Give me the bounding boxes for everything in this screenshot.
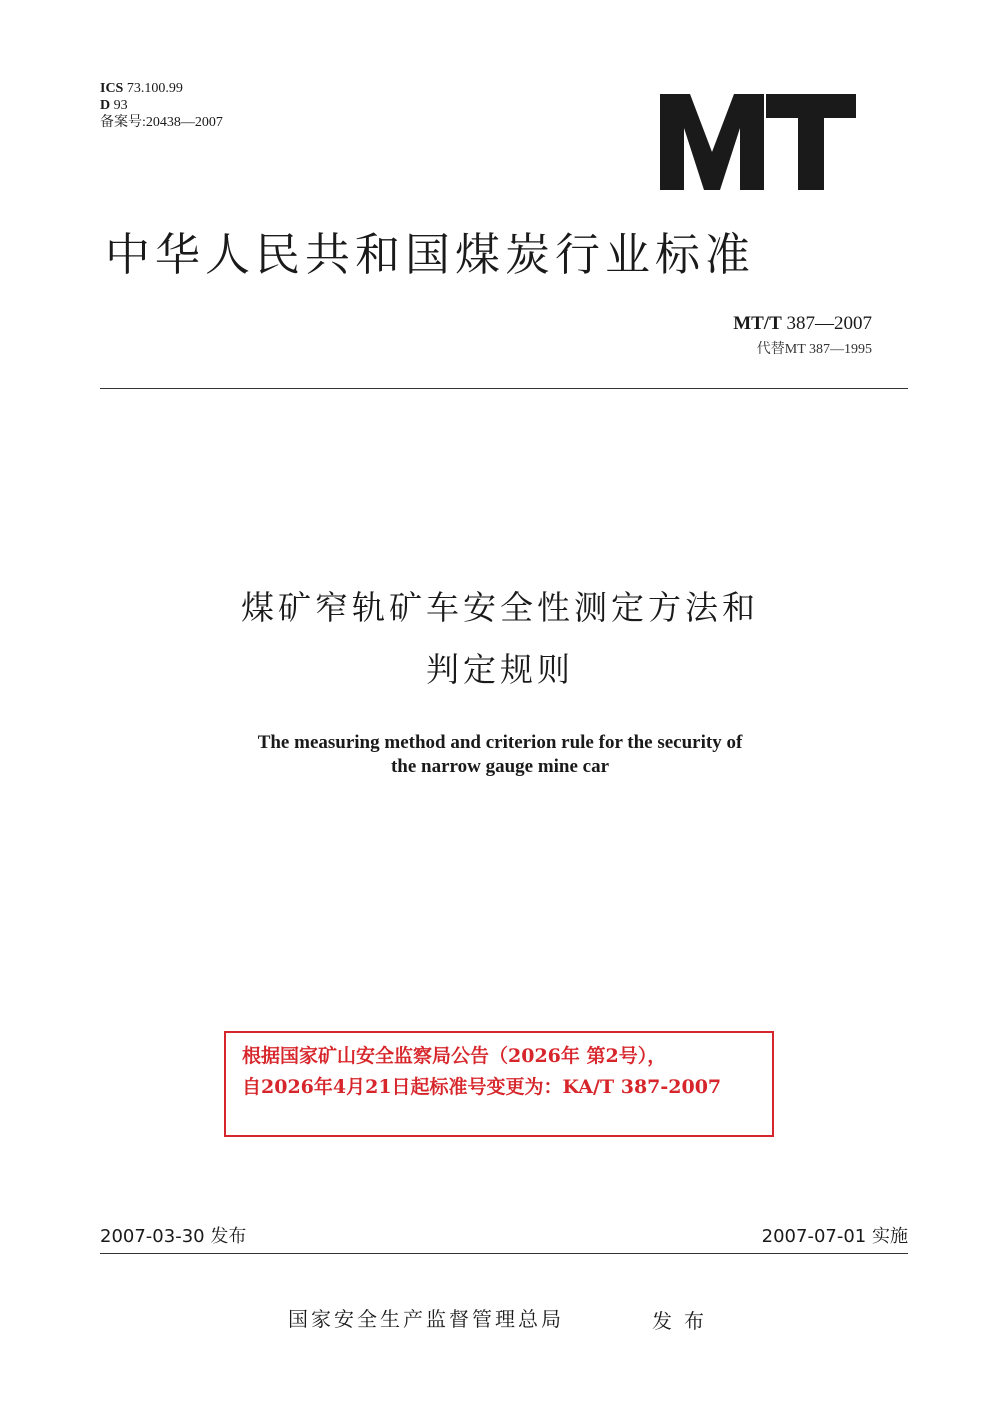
standard-metadata xyxy=(100,80,223,131)
standard-code-prefix: MT/T xyxy=(733,313,782,334)
document-title-line1: 煤矿窄轨矿车安全性测定方法和 xyxy=(241,588,759,627)
mt-logo-glyphs xyxy=(660,94,856,190)
standard-change-notice xyxy=(224,1031,774,1137)
effective-date: 2007-07-01 实施 xyxy=(761,1226,908,1247)
document-title-line2: 判定规则 xyxy=(426,650,574,689)
issuing-authority: 国家安全生产监督管理总局 xyxy=(288,1307,564,1331)
publish-date: 2007-03-30 发布 xyxy=(100,1226,247,1247)
record-line: 备案号:20438—2007 xyxy=(100,115,223,130)
english-title-line2: the narrow gauge mine car xyxy=(390,756,610,777)
standard-category-title: 中华人民共和国煤炭行业标准 xyxy=(105,228,756,281)
standard-code xyxy=(733,313,872,335)
footer-divider xyxy=(100,1253,908,1254)
issue-action: 发布 xyxy=(652,1309,716,1333)
standard-code-number: 387—2007 xyxy=(786,313,872,334)
mt-logo xyxy=(660,94,856,190)
replaces-standard: 代替MT 387—1995 xyxy=(756,342,872,357)
english-title-line1: The measuring method and criterion rule for the security of xyxy=(257,732,743,753)
notice-line2: 自2026年4月21日起标准号变更为：KA/T 387-2007 xyxy=(242,1076,722,1098)
class-line: D 93 xyxy=(100,98,128,113)
notice-line1: 根据国家矿山安全监察局公告（2026年 第2号）， xyxy=(242,1045,667,1067)
ics-line: ICS 73.100.99 xyxy=(100,81,183,96)
header-divider xyxy=(100,388,908,389)
